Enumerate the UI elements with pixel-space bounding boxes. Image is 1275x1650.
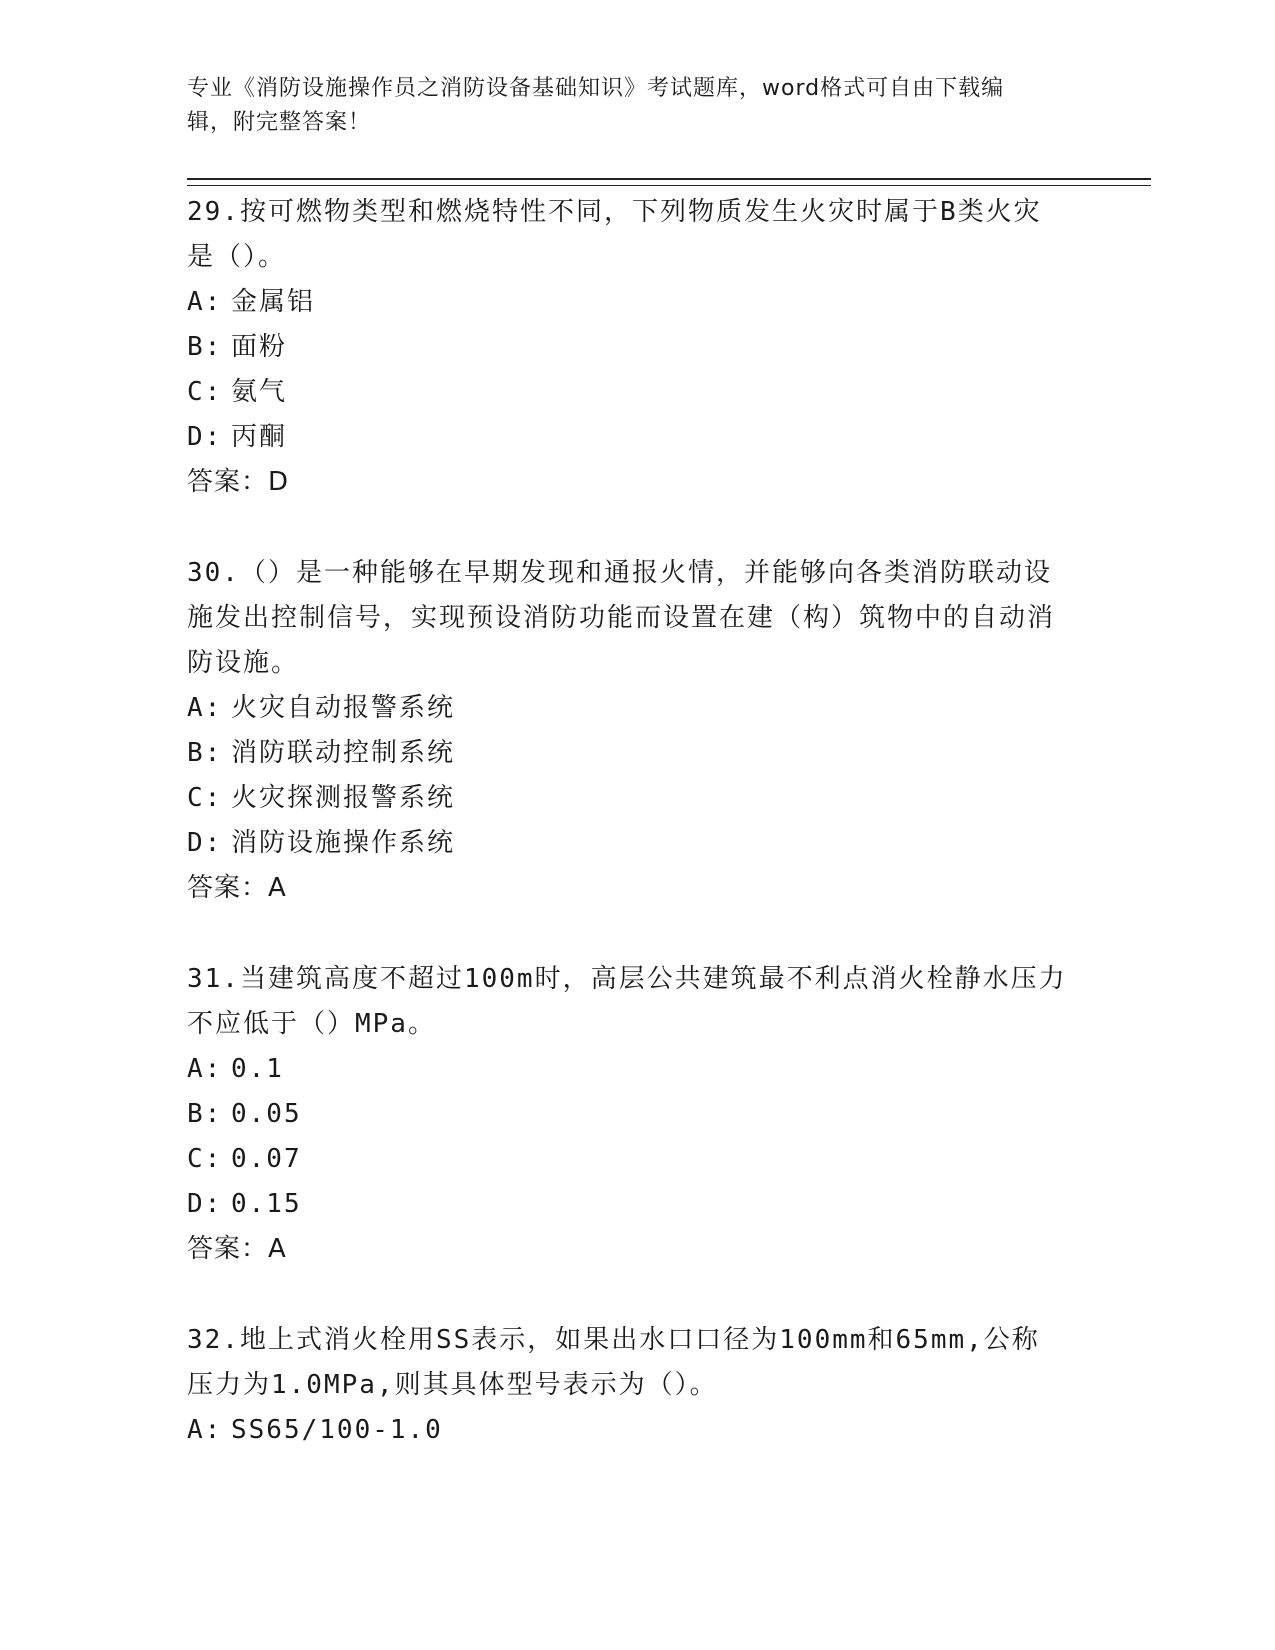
question-text: 30.（）是一种能够在早期发现和通报火情，并能够向各类消防联动设施发出控制信号，实现预设消防功能而设置在建（构）筑物中的自动消防设施。 — [187, 558, 1056, 678]
option-c — [187, 776, 1087, 821]
option-text: 丙酮 — [231, 422, 288, 452]
option-text: 金属铝 — [231, 287, 316, 317]
option-c — [187, 1137, 1087, 1182]
option-text: 氨气 — [231, 377, 288, 407]
question-32 — [187, 1318, 1087, 1453]
option-d — [187, 415, 1087, 460]
option-a — [187, 686, 1087, 731]
option-a — [187, 1408, 1087, 1453]
option-b — [187, 325, 1087, 370]
option-letter: B: — [187, 738, 223, 768]
question-text: 31.当建筑高度不超过100m时，高层公共建筑最不利点消火栓静水压力不应低于（）MPa。 — [187, 964, 1067, 1039]
question-30 — [187, 551, 1087, 911]
option-d — [187, 1182, 1087, 1227]
question-list — [187, 190, 1087, 1499]
option-text: 消防联动控制系统 — [231, 738, 456, 768]
option-text: 消防设施操作系统 — [231, 828, 456, 858]
option-b — [187, 731, 1087, 776]
option-text: SS65/100-1.0 — [231, 1415, 443, 1445]
option-text: 0.15 — [231, 1189, 302, 1219]
option-letter: A: — [187, 1415, 223, 1445]
option-text: 火灾自动报警系统 — [231, 693, 456, 723]
option-text: 0.1 — [231, 1054, 284, 1084]
option-text: 面粉 — [231, 332, 288, 362]
option-letter: D: — [187, 1189, 223, 1219]
option-letter: B: — [187, 1099, 223, 1129]
answer-line: 答案：D — [187, 467, 290, 497]
question-text: 32.地上式消火栓用SS表示，如果出水口口径为100mm和65mm,公称压力为1.0MPa,则其具体型号表示为（）。 — [187, 1325, 1040, 1400]
option-text: 0.05 — [231, 1099, 302, 1129]
header-line-1: 专业《消防设施操作员之消防设备基础知识》考试题库，word格式可自由下载编 — [187, 76, 1005, 101]
question-text: 29.按可燃物类型和燃烧特性不同，下列物质发生火灾时属于B类火灾是（）。 — [187, 197, 1042, 272]
option-letter: C: — [187, 783, 223, 813]
option-text: 0.07 — [231, 1144, 302, 1174]
question-29 — [187, 190, 1087, 505]
option-d — [187, 821, 1087, 866]
header-line-2: 辑，附完整答案！ — [187, 110, 372, 135]
option-letter: A: — [187, 287, 223, 317]
option-a — [187, 1047, 1087, 1092]
option-letter: B: — [187, 332, 223, 362]
header-divider-thin — [187, 185, 1151, 186]
option-b — [187, 1092, 1087, 1137]
option-letter: D: — [187, 828, 223, 858]
option-a — [187, 280, 1087, 325]
document-header — [187, 72, 1067, 140]
option-letter: C: — [187, 1144, 223, 1174]
answer-line: 答案：A — [187, 1234, 287, 1264]
option-c — [187, 370, 1087, 415]
option-letter: C: — [187, 377, 223, 407]
answer-line: 答案：A — [187, 873, 287, 903]
option-letter: A: — [187, 1054, 223, 1084]
option-letter: A: — [187, 693, 223, 723]
option-text: 火灾探测报警系统 — [231, 783, 456, 813]
header-divider-thick — [187, 178, 1151, 180]
question-31 — [187, 957, 1087, 1272]
option-letter: D: — [187, 422, 223, 452]
